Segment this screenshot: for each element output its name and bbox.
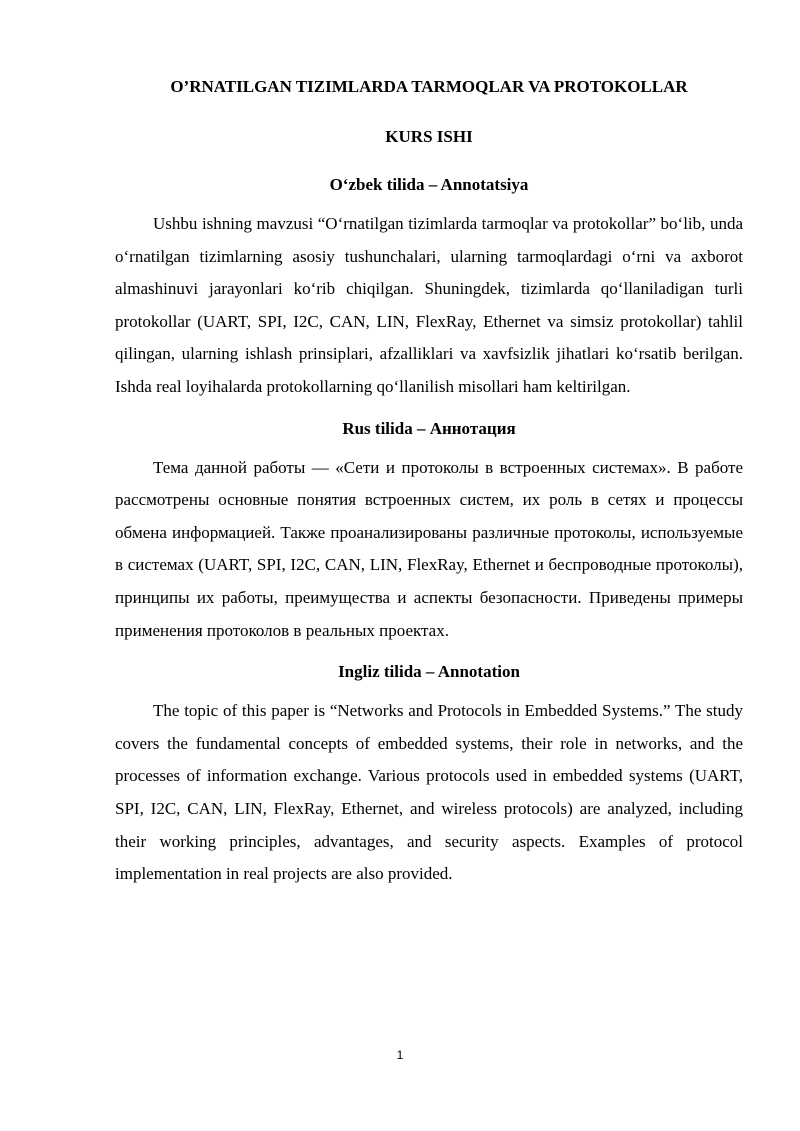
annotation-paragraph-russian: Тема данной работы — «Сети и протоколы в встроенных системах». В работе рассмотрены основные понятия встроенных систем, их роль в сетях и процессы обмена информацией. Также проанализированы различные протоколы, используемые в системах (UART, SPI, I2C, CAN, LIN, FlexRay, Ethernet и беспроводные протоколы), принципы их работы, преимущества и аспекты безопасности. Приведены примеры применения протоколов в реальных проектах. [115,457,743,640]
document-subtitle: KURS ISHI [385,127,473,146]
section-heading-russian: Rus tilida – Аннотация [342,418,516,438]
section-heading-uzbek: O‘zbek tilida – Annotatsiya [329,175,529,194]
page-number: 1 [396,1048,404,1062]
document-page [115,70,743,891]
document-title: O’RNATILGAN TIZIMLARDA TARMOQLAR VA PROTOKOLLAR [170,77,688,96]
annotation-paragraph-english: The topic of this paper is “Networks and Protocols in Embedded Systems.” The study covers the fundamental concepts of embedded systems, their role in networks, and the processes of information exchange. Various protocols used in embedded systems (UART, SPI, I2C, CAN, LIN, FlexRay, Ethernet, and wireless protocols) are analyzed, including their working principles, advantages, and security aspects. Examples of protocol implementation in real projects are also provided. [115,701,743,884]
annotation-paragraph-uzbek: Ushbu ishning mavzusi “O‘rnatilgan tizimlarda tarmoqlar va protokollar” bo‘lib, unda o‘rnatilgan tizimlarning asosiy tushunchalari, ularning tarmoqlardagi o‘rni va axborot almashinuvi jarayonlari ko‘rib chiqilgan. Shuningdek, tizimlarda qo‘llaniladigan turli protokollar (UART, SPI, I2C, CAN, LIN, FlexRay, Ethernet va simsiz protokollar) tahlil qilingan, ularning ishlash prinsiplari, afzalliklari va xavfsizlik jihatlari ko‘rsatib berilgan. Ishda real loyihalarda protokollarning qo‘llanilish misollari ham keltirilgan. [115,214,743,396]
section-heading-english: Ingliz tilida – Annotation [338,662,520,682]
